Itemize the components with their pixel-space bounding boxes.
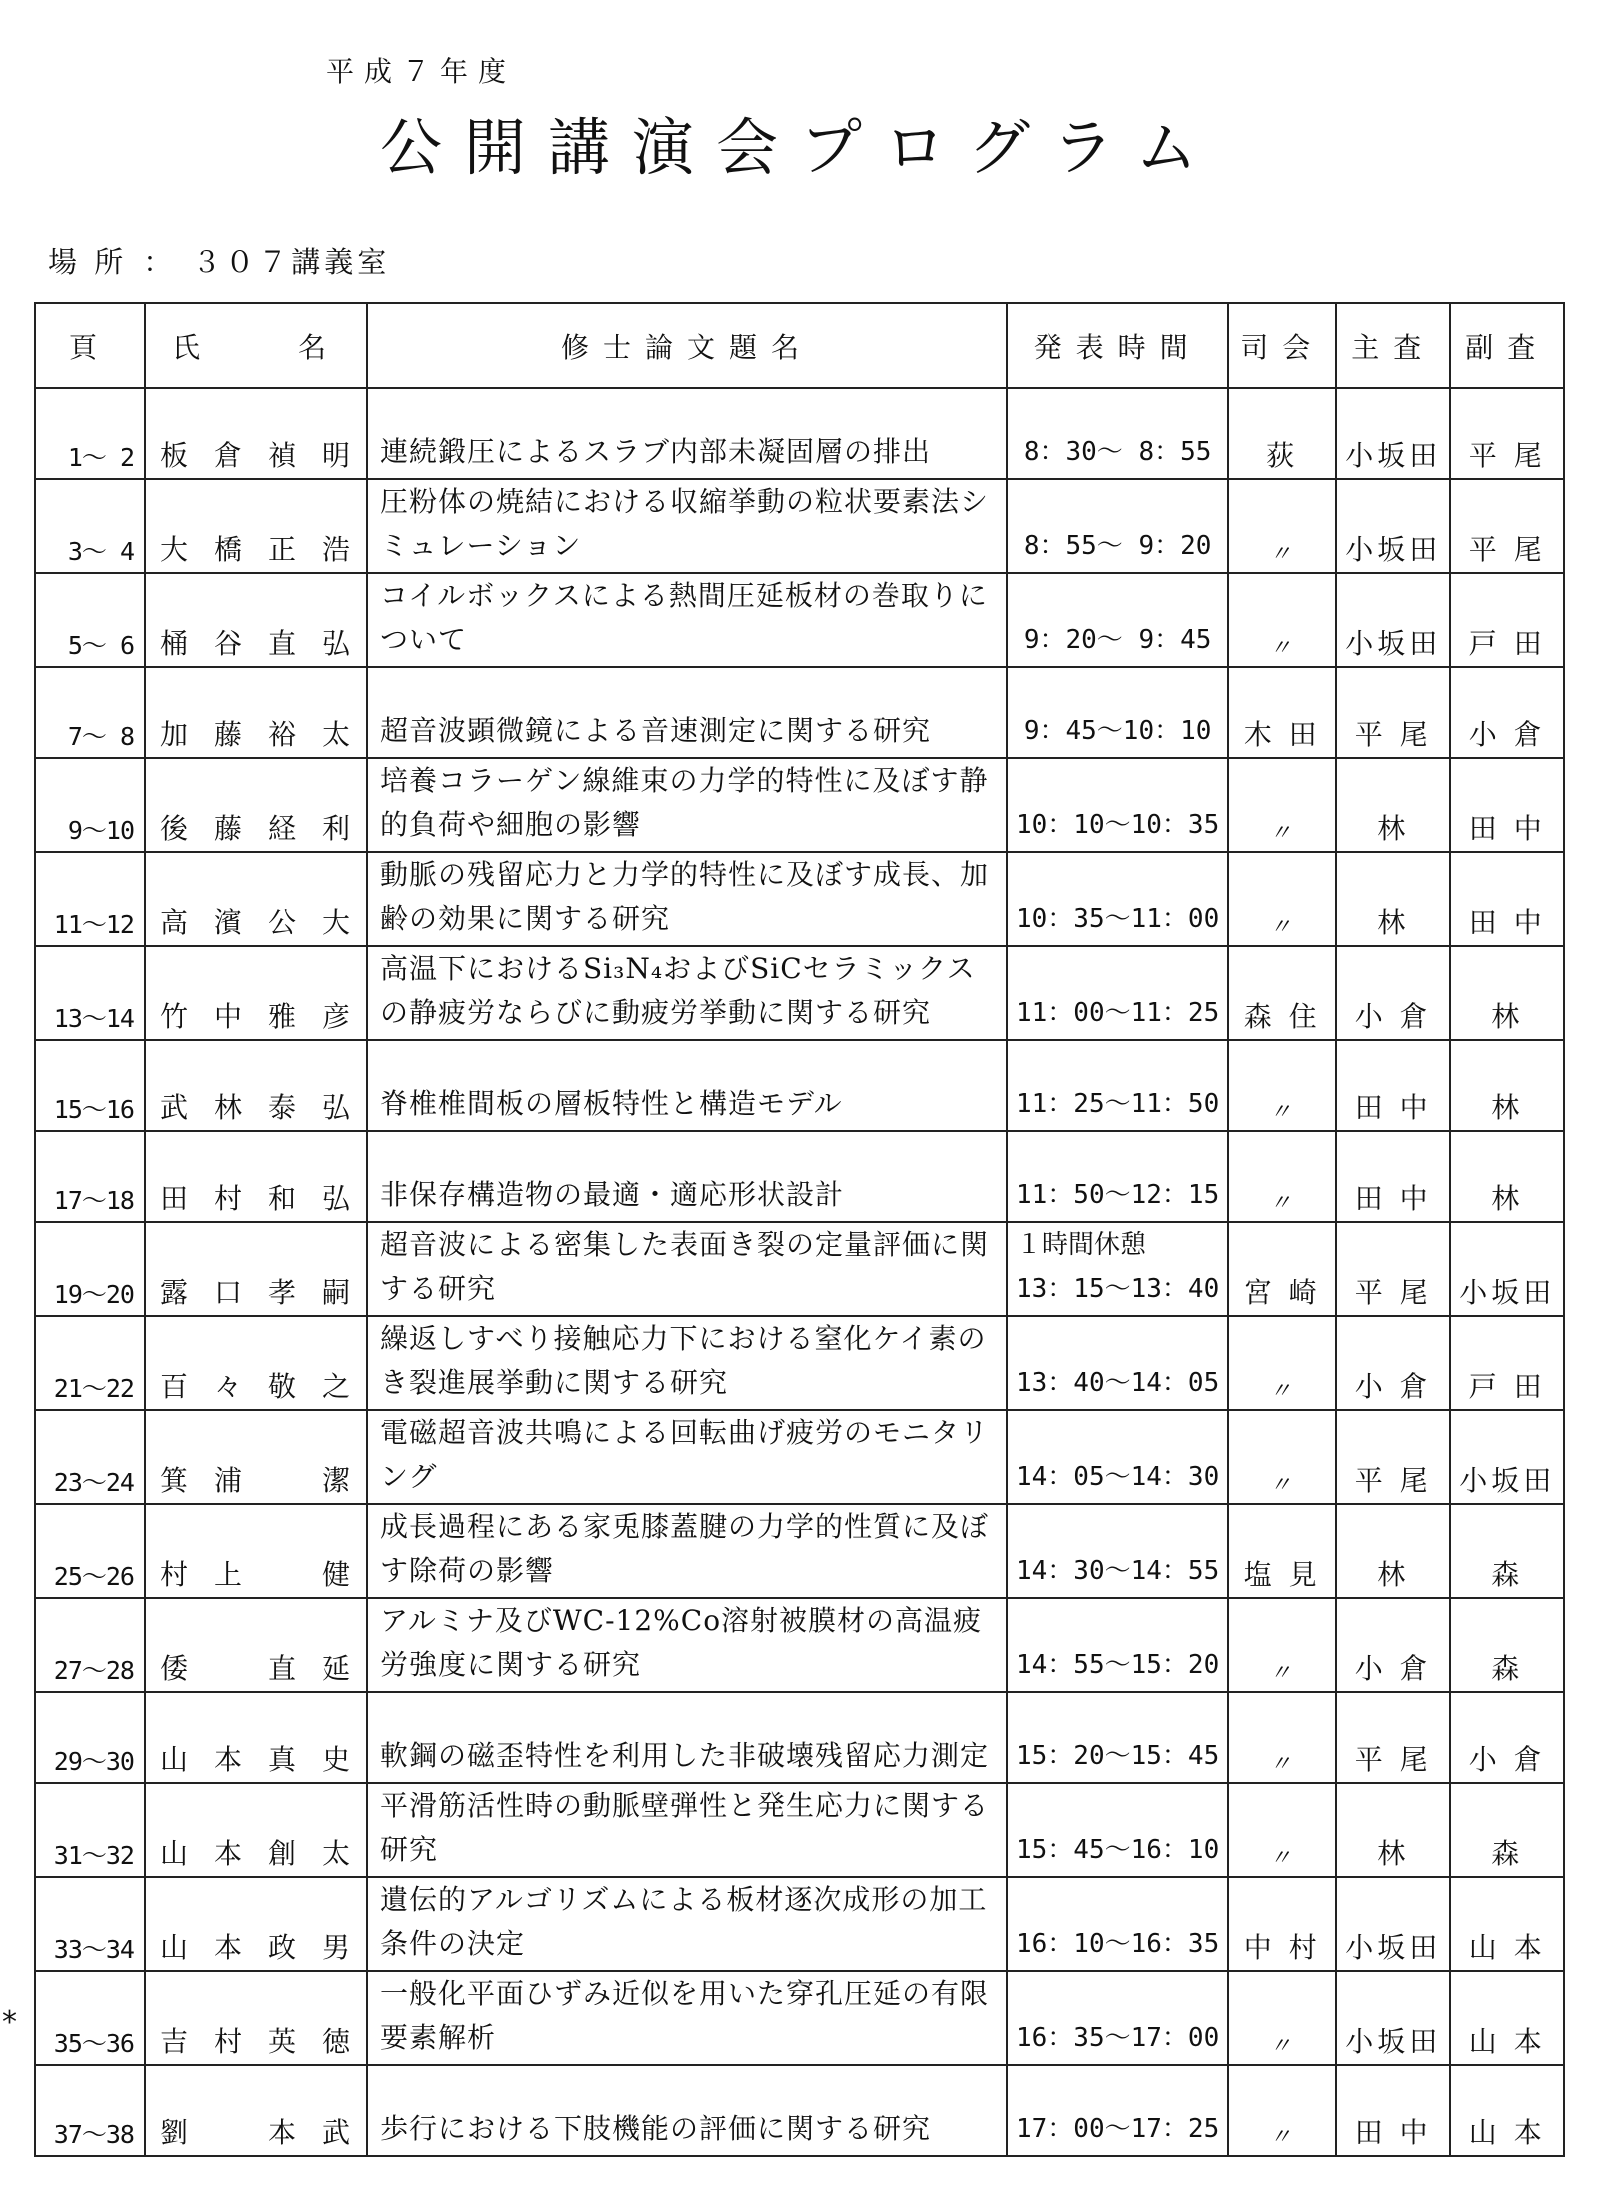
- row-pages: 33～34: [35, 1877, 145, 1971]
- chair-person: 〃: [1228, 1692, 1336, 1783]
- sub-examiner: 戸 田: [1450, 573, 1564, 667]
- sub-examiner: 山 本: [1450, 2065, 1564, 2156]
- row-pages: 1～ 2: [35, 388, 145, 479]
- sub-examiner: 小 倉: [1450, 667, 1564, 758]
- sub-examiner: 山 本: [1450, 1971, 1564, 2065]
- venue-label: 場 所: [48, 245, 128, 279]
- table-row: [35, 852, 1564, 946]
- main-examiner: 小坂田: [1336, 479, 1450, 573]
- presenter-name: 劉 本武: [145, 2065, 367, 2156]
- thesis-title: 繰返しすべり接触応力下における窒化ケイ素のき裂進展挙動に関する研究: [367, 1316, 1007, 1410]
- table-row: [35, 1410, 1564, 1504]
- presenter-name: 加藤裕太: [145, 667, 367, 758]
- thesis-title: 非保存構造物の最適・適応形状設計: [367, 1131, 1007, 1222]
- presenter-name: 大橋正浩: [145, 479, 367, 573]
- sub-examiner: 田 中: [1450, 758, 1564, 852]
- presenter-name: 竹中雅彦: [145, 946, 367, 1040]
- presentation-time: 8：55～ 9：20: [1007, 479, 1228, 573]
- sub-examiner: 小 倉: [1450, 1692, 1564, 1783]
- main-examiner: 田 中: [1336, 1040, 1450, 1131]
- row-pages: 23～24: [35, 1410, 145, 1504]
- table-row: [35, 1504, 1564, 1598]
- row-pages: 35～36: [35, 1971, 145, 2065]
- sub-examiner: 小坂田: [1450, 1410, 1564, 1504]
- time-range: 13：15～13：40: [1016, 1274, 1220, 1304]
- chair-person: 〃: [1228, 1316, 1336, 1410]
- thesis-title: 培養コラーゲン線維束の力学的特性に及ぼす静的負荷や細胞の影響: [367, 758, 1007, 852]
- presentation-time: 9：45～10：10: [1007, 667, 1228, 758]
- table-row: [35, 1971, 1564, 2065]
- chair-person: 〃: [1228, 852, 1336, 946]
- thesis-title: 一般化平面ひずみ近似を用いた穿孔圧延の有限要素解析: [367, 1971, 1007, 2065]
- presenter-name: 板倉禎明: [145, 388, 367, 479]
- main-examiner: 田 中: [1336, 2065, 1450, 2156]
- table-row: [35, 758, 1564, 852]
- presentation-time: 11：25～11：50: [1007, 1040, 1228, 1131]
- chair-person: 森 住: [1228, 946, 1336, 1040]
- row-pages: 13～14: [35, 946, 145, 1040]
- presenter-name: 箕浦 潔: [145, 1410, 367, 1504]
- presentation-time: 14：55～15：20: [1007, 1598, 1228, 1692]
- header-name: 氏 名: [145, 303, 367, 388]
- presentation-time: [1007, 1222, 1228, 1316]
- header-chair: 司会: [1228, 303, 1336, 388]
- table-row: [35, 1040, 1564, 1131]
- thesis-title: 超音波による密集した表面き裂の定量評価に関する研究: [367, 1222, 1007, 1316]
- table-row: [35, 1598, 1564, 1692]
- presentation-time: 8：30～ 8：55: [1007, 388, 1228, 479]
- main-examiner: 林: [1336, 1504, 1450, 1598]
- presentation-time: 11：00～11：25: [1007, 946, 1228, 1040]
- sub-examiner: 林: [1450, 1131, 1564, 1222]
- presenter-name: 高濱公大: [145, 852, 367, 946]
- row-pages: 15～16: [35, 1040, 145, 1131]
- main-examiner: 田 中: [1336, 1131, 1450, 1222]
- main-examiner: 林: [1336, 758, 1450, 852]
- main-examiner: 林: [1336, 1783, 1450, 1877]
- row-pages: 27～28: [35, 1598, 145, 1692]
- table-row: [35, 573, 1564, 667]
- thesis-title: 成長過程にある家兎膝蓋腱の力学的性質に及ぼす除荷の影響: [367, 1504, 1007, 1598]
- main-examiner: 小 倉: [1336, 1598, 1450, 1692]
- main-examiner: 平 尾: [1336, 667, 1450, 758]
- venue-value: ３０７講義室: [192, 245, 391, 279]
- main-examiner: 小坂田: [1336, 1971, 1450, 2065]
- presentation-time: 14：05～14：30: [1007, 1410, 1228, 1504]
- presenter-name: 倭 直延: [145, 1598, 367, 1692]
- presenter-name: 村上 健: [145, 1504, 367, 1598]
- thesis-title: 歩行における下肢機能の評価に関する研究: [367, 2065, 1007, 2156]
- table-row: [35, 1131, 1564, 1222]
- sub-examiner: 山 本: [1450, 1877, 1564, 1971]
- table-row: [35, 1316, 1564, 1410]
- presentation-time: 15：20～15：45: [1007, 1692, 1228, 1783]
- chair-person: 〃: [1228, 1040, 1336, 1131]
- presentation-time: 14：30～14：55: [1007, 1504, 1228, 1598]
- thesis-title: 連続鍛圧によるスラブ内部未凝固層の排出: [367, 388, 1007, 479]
- header-thesis: 修士論文題名: [367, 303, 1007, 388]
- header-main-examiner: 主査: [1336, 303, 1450, 388]
- header-sub-examiner: 副査: [1450, 303, 1564, 388]
- venue-separator: ：: [143, 245, 177, 279]
- presentation-time: 11：50～12：15: [1007, 1131, 1228, 1222]
- sub-examiner: 森: [1450, 1783, 1564, 1877]
- thesis-title: 電磁超音波共鳴による回転曲げ疲労のモニタリング: [367, 1410, 1007, 1504]
- main-examiner: 林: [1336, 852, 1450, 946]
- chair-person: 〃: [1228, 758, 1336, 852]
- presentation-time: 16：10～16：35: [1007, 1877, 1228, 1971]
- table-row: [35, 2065, 1564, 2156]
- table-row: [35, 1692, 1564, 1783]
- chair-person: 塩 見: [1228, 1504, 1336, 1598]
- table-row: [35, 1877, 1564, 1971]
- chair-person: 〃: [1228, 1971, 1336, 2065]
- row-pages: 11～12: [35, 852, 145, 946]
- thesis-title: アルミナ及びWC-12%Co溶射被膜材の高温疲労強度に関する研究: [367, 1598, 1007, 1692]
- row-pages: 5～ 6: [35, 573, 145, 667]
- presentation-time: 13：40～14：05: [1007, 1316, 1228, 1410]
- row-pages: 17～18: [35, 1131, 145, 1222]
- presenter-name: 山本真史: [145, 1692, 367, 1783]
- presenter-name: 山本政男: [145, 1877, 367, 1971]
- row-pages: 25～26: [35, 1504, 145, 1598]
- chair-person: 〃: [1228, 479, 1336, 573]
- presentation-time: 10：10～10：35: [1007, 758, 1228, 852]
- thesis-title: 圧粉体の焼結における収縮挙動の粒状要素法シミュレーション: [367, 479, 1007, 573]
- table-row: [35, 1783, 1564, 1877]
- main-examiner: 小 倉: [1336, 1316, 1450, 1410]
- program-year: 平成７年度: [326, 55, 517, 88]
- chair-person: 〃: [1228, 573, 1336, 667]
- presenter-name: 田村和弘: [145, 1131, 367, 1222]
- presenter-name: 山本創太: [145, 1783, 367, 1877]
- row-pages: 21～22: [35, 1316, 145, 1410]
- main-examiner: 平 尾: [1336, 1410, 1450, 1504]
- table-row: [35, 1222, 1564, 1316]
- presentation-time: 17：00～17：25: [1007, 2065, 1228, 2156]
- chair-person: 〃: [1228, 2065, 1336, 2156]
- row-pages: 3～ 4: [35, 479, 145, 573]
- main-examiner: 小坂田: [1336, 388, 1450, 479]
- table-row: [35, 479, 1564, 573]
- thesis-title: 軟鋼の磁歪特性を利用した非破壊残留応力測定: [367, 1692, 1007, 1783]
- thesis-title: 遺伝的アルゴリズムによる板材逐次成形の加工条件の決定: [367, 1877, 1007, 1971]
- row-pages: 31～32: [35, 1783, 145, 1877]
- presenter-name: 武林泰弘: [145, 1040, 367, 1131]
- table-header-row: [35, 303, 1564, 388]
- thesis-title: 動脈の残留応力と力学的特性に及ぼす成長、加齢の効果に関する研究: [367, 852, 1007, 946]
- presentation-time: 16：35～17：00: [1007, 1971, 1228, 2065]
- row-pages: 29～30: [35, 1692, 145, 1783]
- thesis-title: コイルボックスによる熱間圧延板材の巻取りについて: [367, 573, 1007, 667]
- sub-examiner: 林: [1450, 1040, 1564, 1131]
- thesis-title: 高温下におけるSi₃N₄およびSiCセラミックスの静疲労ならびに動疲労挙動に関する研究: [367, 946, 1007, 1040]
- main-examiner: 平 尾: [1336, 1222, 1450, 1316]
- asterisk-marker: *: [2, 2005, 17, 2040]
- presenter-name: 露口孝嗣: [145, 1222, 367, 1316]
- presentation-time: 15：45～16：10: [1007, 1783, 1228, 1877]
- presentation-time: 9：20～ 9：45: [1007, 573, 1228, 667]
- main-examiner: 平 尾: [1336, 1692, 1450, 1783]
- chair-person: 荻: [1228, 388, 1336, 479]
- header-pages: 頁: [35, 303, 145, 388]
- presentation-time: 10：35～11：00: [1007, 852, 1228, 946]
- presenter-name: 桶谷直弘: [145, 573, 367, 667]
- sub-examiner: 森: [1450, 1504, 1564, 1598]
- presenter-name: 百々敬之: [145, 1316, 367, 1410]
- program-table: [34, 302, 1565, 2157]
- row-pages: 7～ 8: [35, 667, 145, 758]
- thesis-title: 平滑筋活性時の動脈壁弾性と発生応力に関する研究: [367, 1783, 1007, 1877]
- table-row: [35, 946, 1564, 1040]
- presenter-name: 吉村英徳: [145, 1971, 367, 2065]
- chair-person: 〃: [1228, 1598, 1336, 1692]
- row-pages: 37～38: [35, 2065, 145, 2156]
- header-time: 発表時間: [1007, 303, 1228, 388]
- sub-examiner: 小坂田: [1450, 1222, 1564, 1316]
- table-row: [35, 388, 1564, 479]
- break-note: １時間休憩: [1016, 1230, 1147, 1260]
- thesis-title: 超音波顕微鏡による音速測定に関する研究: [367, 667, 1007, 758]
- main-examiner: 小 倉: [1336, 946, 1450, 1040]
- sub-examiner: 戸 田: [1450, 1316, 1564, 1410]
- sub-examiner: 森: [1450, 1598, 1564, 1692]
- sub-examiner: 平 尾: [1450, 388, 1564, 479]
- row-pages: 9～10: [35, 758, 145, 852]
- venue-line: [48, 240, 390, 281]
- chair-person: 木 田: [1228, 667, 1336, 758]
- sub-examiner: 田 中: [1450, 852, 1564, 946]
- table-row: [35, 667, 1564, 758]
- sub-examiner: 林: [1450, 946, 1564, 1040]
- row-pages: 19～20: [35, 1222, 145, 1316]
- presenter-name: 後藤経利: [145, 758, 367, 852]
- page-title: 公開講演会プログラム: [380, 111, 1220, 184]
- chair-person: 〃: [1228, 1131, 1336, 1222]
- main-examiner: 小坂田: [1336, 573, 1450, 667]
- chair-person: 〃: [1228, 1410, 1336, 1504]
- chair-person: 〃: [1228, 1783, 1336, 1877]
- chair-person: 宮 崎: [1228, 1222, 1336, 1316]
- thesis-title: 脊椎椎間板の層板特性と構造モデル: [367, 1040, 1007, 1131]
- main-examiner: 小坂田: [1336, 1877, 1450, 1971]
- chair-person: 中 村: [1228, 1877, 1336, 1971]
- sub-examiner: 平 尾: [1450, 479, 1564, 573]
